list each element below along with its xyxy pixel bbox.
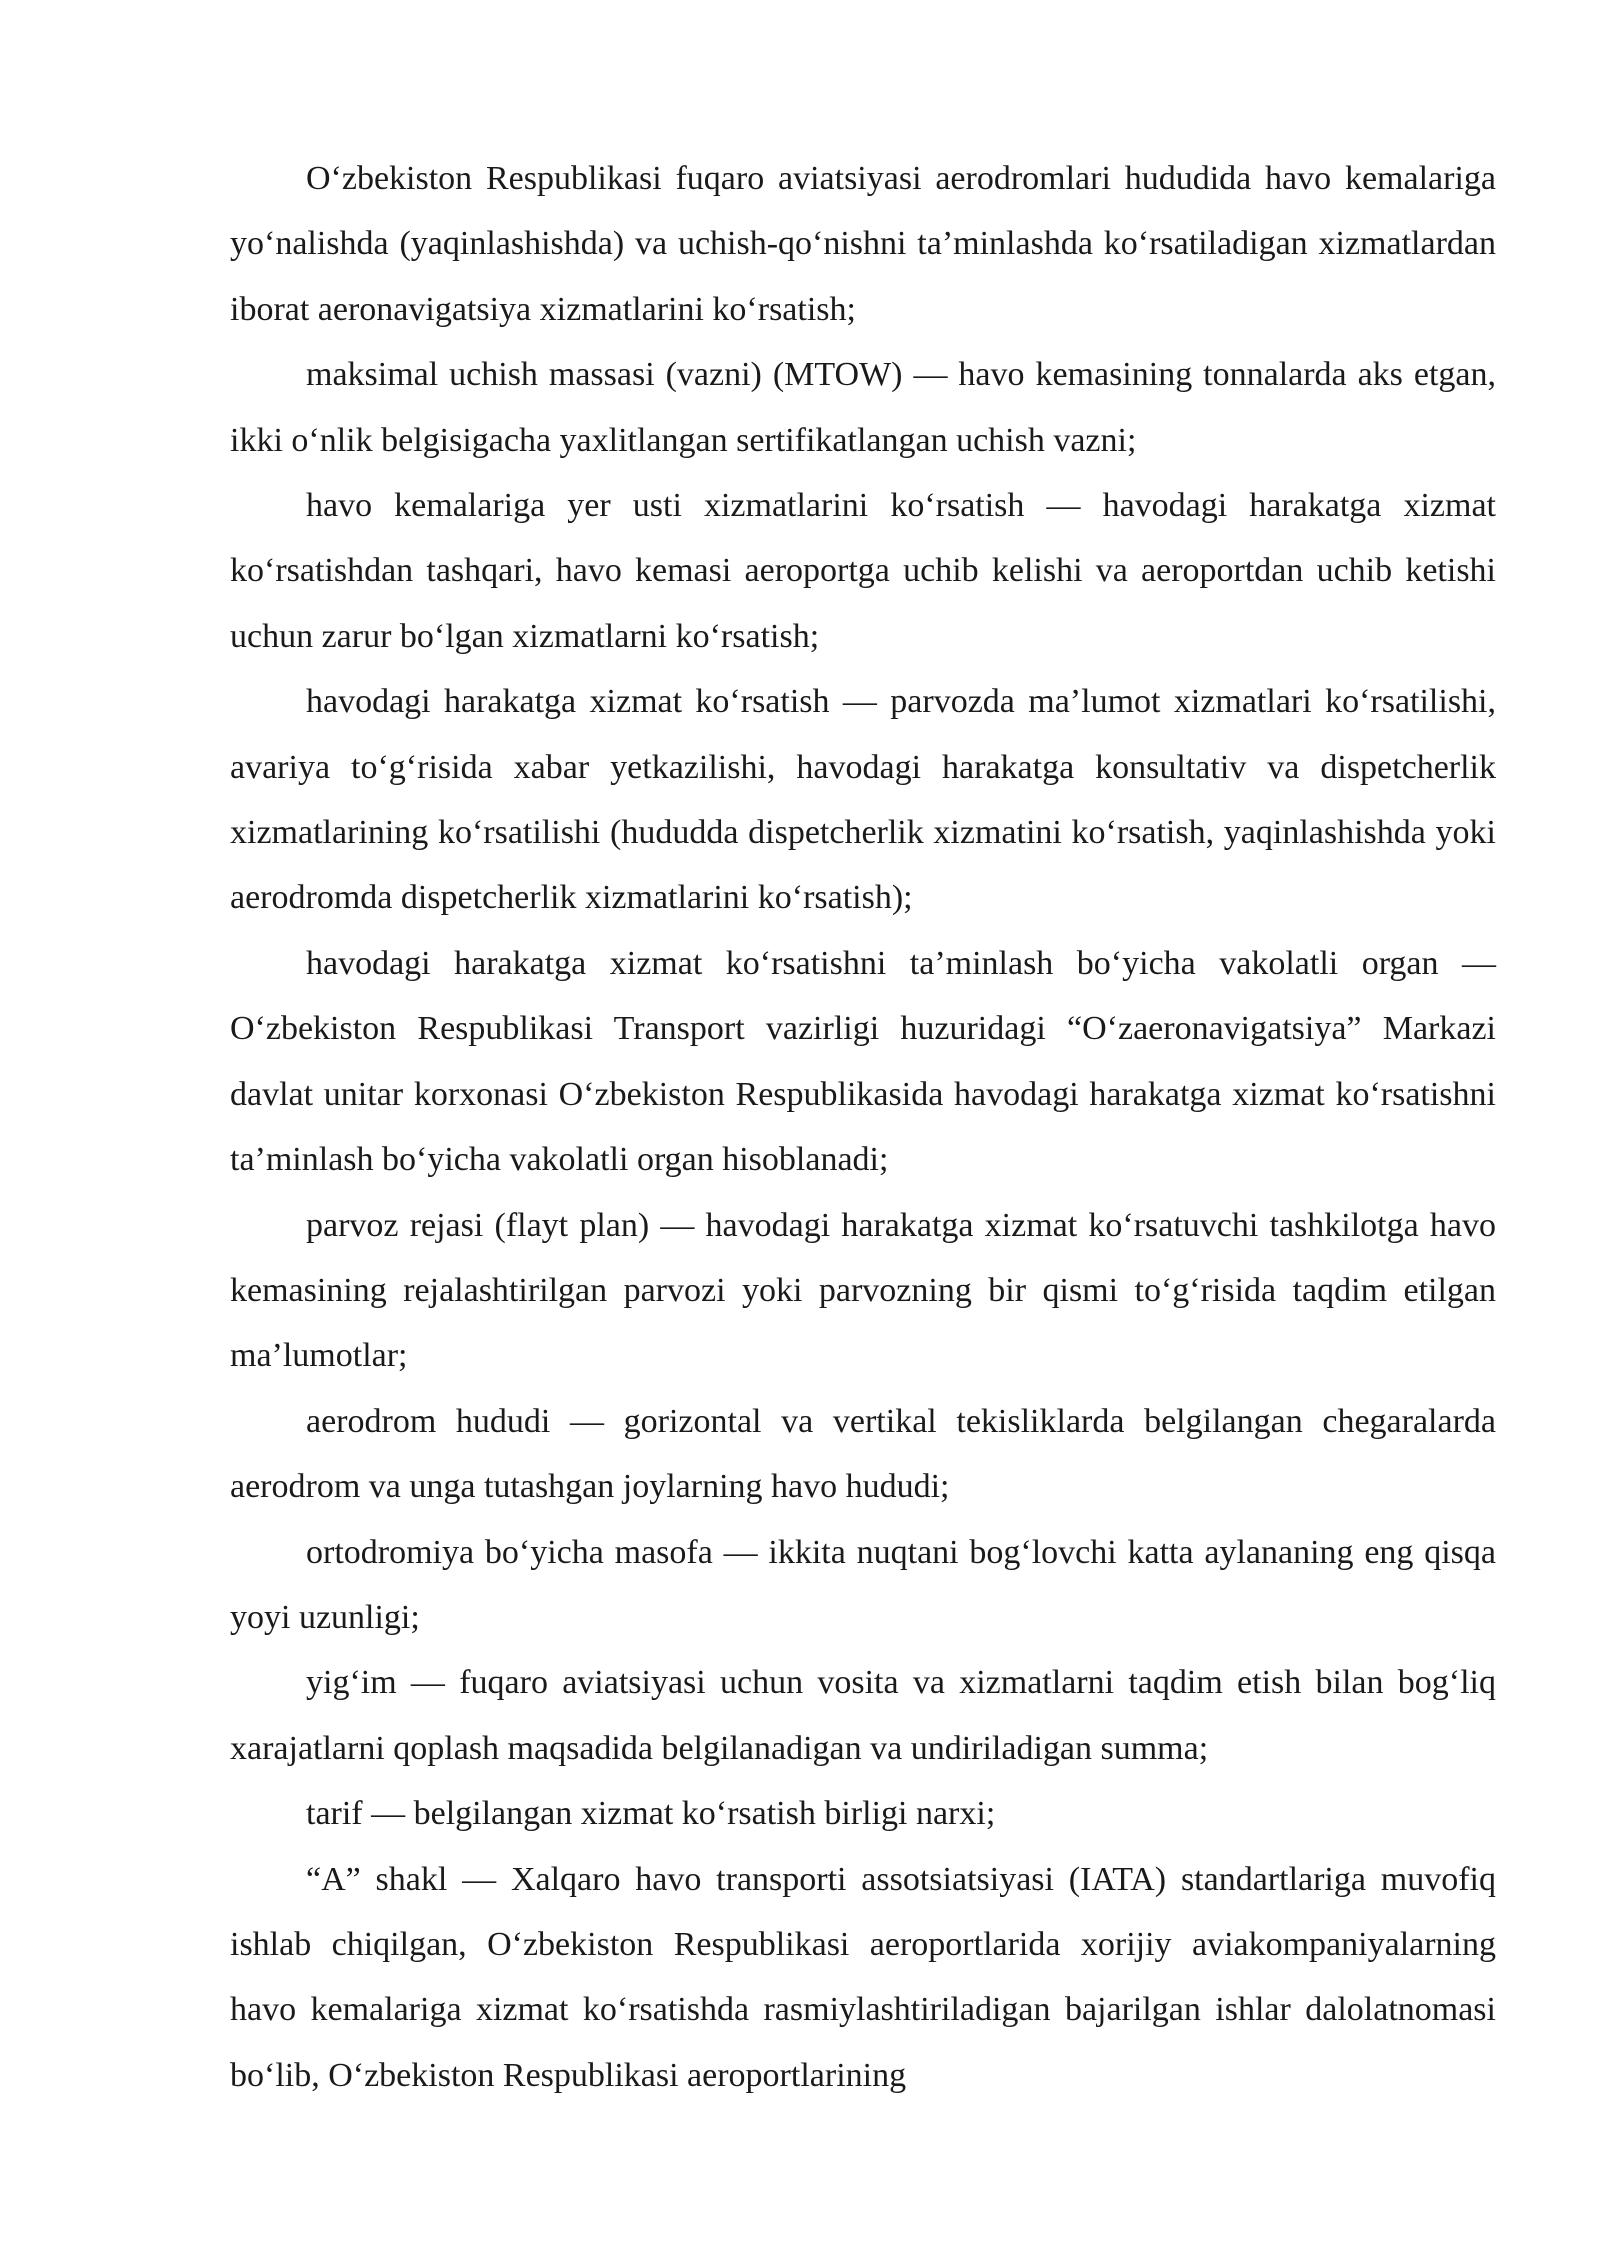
paragraph-air-traffic-services-definition: havodagi harakatga xizmat ko‘rsatish — parvozda ma’lumot xizmatlari ko‘rsatilishi, avariya to‘g‘risida xabar yetkazilishi, havodagi harakatga konsultativ va dispetcherlik xizmatlarining ko‘rsatilishi (hududda dispetcherlik xizmatini ko‘rsatish, yaqinlashishda yoki aerodromda dispetcherlik xizmatlarini ko‘rsatish); — [230, 683, 1496, 917]
paragraph-tariff-definition: tarif — belgilangan xizmat ko‘rsatish birligi narxi; — [306, 1795, 996, 1833]
paragraph-mtow-definition: maksimal uchish massasi (vazni) (MTOW) — havo kemasining tonnalarda aks etgan, ikki o‘nlik belgisigacha yaxlitlangan sertifikatlangan uchish vazni; — [230, 356, 1496, 459]
paragraph-ground-services-definition: havo kemalariga yer usti xizmatlarini ko‘rsatish — havodagi harakatga xizmat ko‘rsatishdan tashqari, havo kemasi aeroportga uchib kelishi va aeroportdan uchib ketishi uchun zarur bo‘lgan xizmatlarni ko‘rsatish; — [230, 487, 1496, 655]
paragraph-flight-plan-definition: parvoz rejasi (flayt plan) — havodagi harakatga xizmat ko‘rsatuvchi tashkilotga havo kemasining rejalashtirilgan parvozi yoki parvozning bir qismi to‘g‘risida taqdim etilgan ma’lumotlar; — [230, 1206, 1496, 1375]
paragraph-authorized-body-definition: havodagi harakatga xizmat ko‘rsatishni ta’minlash bo‘yicha vakolatli organ — O‘zbekiston Respublikasi Transport vazirligi huzuridagi “O‘zaeronavigatsiya” Markazi davlat unitar korxonasi O‘zbekiston Respublikasida havodagi harakatga xizmat ko‘rsatishni ta’minlash bo‘yicha vakolatli organ hisoblanadi; — [230, 944, 1496, 1179]
paragraph-charge-definition: yig‘im — fuqaro aviatsiyasi uchun vosita va xizmatlarni taqdim etish bilan bog‘liq xarajatlarni qoplash maqsadida belgilanadigan va undiriladigan summa; — [230, 1664, 1496, 1767]
paragraph-form-a-definition: “A” shakl — Xalqaro havo transporti assotsiatsiyasi (IATA) standartlariga muvofiq ishlab chiqilgan, O‘zbekiston Respublikasi aeroportlarida xorijiy aviakompaniyalarning havo kemalariga xizmat ko‘rsatishda rasmiylashtiriladigan bajarilgan ishlar dalolatnomasi bo‘lib, O‘zbekiston Respublikasi aeroportlarining — [230, 1860, 1496, 2094]
paragraph-aerodrome-zone-definition: aerodrom hududi — gorizontal va vertikal tekisliklarda belgilangan chegaralarda aerodrom va unga tutashgan joylarning havo hududi; — [230, 1402, 1496, 1506]
paragraph-aeronavigation-services: O‘zbekiston Respublikasi fuqaro aviatsiyasi aerodromlari hududida havo kemalariga yo‘nalishda (yaqinlashishda) va uchish-qo‘nishni ta’minlashda ko‘rsatiladigan xizmatlardan iborat aeronavigatsiya xizmatlarini ko‘rsatish; — [230, 160, 1496, 328]
document-body — [230, 146, 1496, 2108]
paragraph-orthodromic-distance-definition: ortodromiya bo‘yicha masofa — ikkita nuqtani bog‘lovchi katta aylananing eng qisqa yoyi uzunligi; — [230, 1533, 1496, 1636]
